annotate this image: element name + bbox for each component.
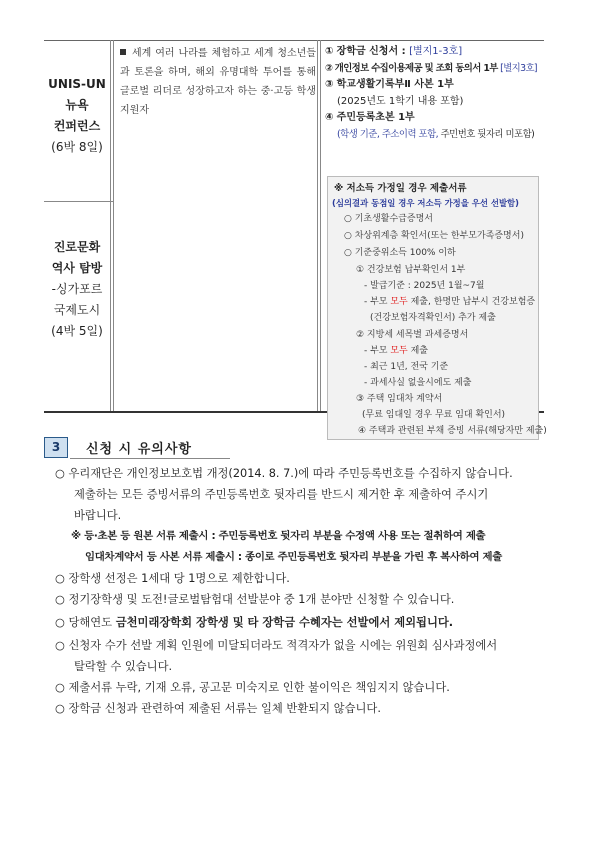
- note-item-continued: 바랍니다.: [74, 509, 122, 522]
- column-divider: [113, 40, 114, 412]
- column-divider: [317, 40, 318, 412]
- box-line: ○ 기준중위소득 100% 이하: [344, 248, 456, 258]
- note-submission-rule: 임대차계약서 등 사본 서류 제출시 : 종이로 주민등록번호 뒷자리 부분을 가린 후 복사하여 제출: [85, 551, 502, 563]
- program-name-line: UNIS-UN: [48, 77, 106, 91]
- box-line: ○ 기초생활수급증명서: [344, 214, 433, 224]
- program-duration: (6박 8일): [51, 140, 103, 154]
- doc-item: [325, 110, 543, 127]
- box-line: ① 건강보험 납부확인서 1부: [356, 265, 466, 275]
- box-text: - 부모: [364, 346, 391, 356]
- note-item: ○ 제출서류 누락, 기재 오류, 공고문 미숙지로 인한 불이익은 책임지지 않습니다.: [55, 681, 450, 694]
- doc-item: [325, 77, 543, 94]
- doc-subnote-rest: 주민번호 뒷자리 미포함): [438, 128, 535, 140]
- box-text-red: 모두: [390, 297, 408, 307]
- column-divider: [320, 40, 321, 412]
- doc-item: [325, 61, 543, 78]
- program-name-singapore: [44, 237, 110, 342]
- note-item: [55, 612, 453, 633]
- doc-form-ref: [별지3호]: [497, 62, 537, 74]
- program-name-line: 국제도시: [53, 303, 101, 317]
- box-line: ○ 차상위계층 확인서(또는 한부모가족증명서): [344, 231, 524, 241]
- note-item: ○ 장학생 선정은 1세대 당 1명으로 제한합니다.: [55, 572, 290, 585]
- box-line: [364, 296, 535, 309]
- program-name-line: 진로문화: [53, 240, 101, 254]
- doc-form-ref: [별지1-3호]: [409, 46, 463, 57]
- box-line: [364, 345, 428, 358]
- column-divider: [110, 40, 111, 412]
- box-line: - 과세사실 없을시에도 제출: [364, 378, 472, 388]
- doc-label: 학교생활기록부Ⅱ 사본 1부: [336, 79, 454, 90]
- box-line: ② 지방세 세목별 과세증명서: [356, 330, 469, 340]
- doc-label: 장학금 신청서: [336, 46, 399, 57]
- note-submission-rule: ※ 등·초본 등 원본 서류 제출시 : 주민등록번호 뒷자리 부분을 수정액 사용 또는 절취하여 제출: [71, 530, 486, 542]
- required-documents: [325, 44, 543, 143]
- doc-number: ④: [325, 112, 334, 123]
- program-duration: (4박 5일): [51, 324, 103, 338]
- doc-item: [325, 44, 543, 61]
- box-line: ④ 주택과 관련된 부채 증빙 서류(해당자만 제출): [358, 426, 547, 436]
- program-name-line: 뉴욕: [65, 98, 89, 112]
- doc-number: ①: [325, 46, 334, 57]
- eligibility-text: 세계 여러 나라를 체험하고 세계 청소년들과 토론을 하며, 해외 유명대학 투어를 통해 글로벌 리더로 성장하고자 하는 중·고등 학생 지원자: [120, 48, 316, 116]
- box-line: - 최근 1년, 전국 기준: [364, 362, 449, 372]
- box-line: ③ 주택 임대차 계약서: [356, 394, 443, 404]
- note-item: ○ 우리재단은 개인정보보호법 개정(2014. 8. 7.)에 따라 주민등록번호를 수집하지 않습니다.: [55, 467, 513, 480]
- box-text: - 부모: [364, 297, 391, 307]
- doc-separator: :: [398, 46, 410, 57]
- section-underline: [70, 458, 230, 459]
- eligibility-description: [120, 44, 316, 120]
- note-item-continued: 제출하는 모든 증빙서류의 주민등록번호 뒷자리를 반드시 제거한 후 제출하여 주시기: [74, 488, 489, 501]
- note-item: ○ 정기장학생 및 도전!글로벌탐험대 선발분야 중 1개 분야만 신청할 수 있습니다.: [55, 593, 455, 606]
- doc-subnote-highlight: (학생 기준, 주소이력 포함,: [337, 128, 439, 140]
- note-text-bold: 금천미래장학회 장학생 및 타 장학금 수혜자는 선발에서 제외됩니다.: [115, 616, 454, 629]
- program-table: [44, 40, 547, 436]
- doc-number: ②: [325, 62, 333, 74]
- box-text: 제출: [407, 346, 428, 356]
- program-name-line: 역사 탐방: [51, 261, 103, 275]
- note-item: ○ 장학금 신청과 관련하여 제출된 서류는 일체 반환되지 않습니다.: [55, 702, 381, 715]
- box-line: - 발급기준 : 2025년 1월~7월: [364, 281, 485, 291]
- box-text-red: 모두: [390, 346, 408, 356]
- note-item-continued: 탈락할 수 있습니다.: [74, 660, 173, 673]
- bullet-square-icon: [120, 49, 126, 55]
- low-income-documents-box: [327, 176, 547, 440]
- program-name-unis: [44, 74, 110, 158]
- box-text: 제출, 한명만 납부시 건강보험증: [407, 297, 536, 307]
- box-line: (무료 임대일 경우 무료 임대 확인서): [362, 410, 506, 420]
- doc-number: ③: [325, 79, 334, 90]
- table-top-border: [44, 40, 544, 41]
- row-divider: [44, 201, 113, 202]
- section-number: 3: [44, 437, 68, 458]
- doc-label: 개인정보 수집이용제공 및 조회 동의서 1부: [334, 62, 498, 74]
- program-name-line: 컨퍼런스: [53, 119, 101, 133]
- box-title: ※ 저소득 가정일 경우 제출서류: [334, 183, 467, 194]
- doc-subnote: (2025년도 1학기 내용 포함): [337, 95, 464, 107]
- note-item: ○ 신청자 수가 선발 계획 인원에 미달되더라도 적격자가 없을 시에는 위원회 심사과정에서: [55, 639, 498, 652]
- section-title: 신청 시 유의사항: [86, 442, 192, 457]
- program-name-line: -싱가포르: [51, 282, 103, 296]
- box-line: (건강보험자격확인서) 추가 제출: [370, 313, 496, 323]
- note-text: ○ 당해연도: [55, 616, 116, 629]
- doc-subnote: [325, 127, 543, 144]
- box-subtitle: (심의결과 동점일 경우 저소득 가정을 우선 선발함): [332, 198, 519, 208]
- doc-label: 주민등록초본 1부: [336, 112, 415, 123]
